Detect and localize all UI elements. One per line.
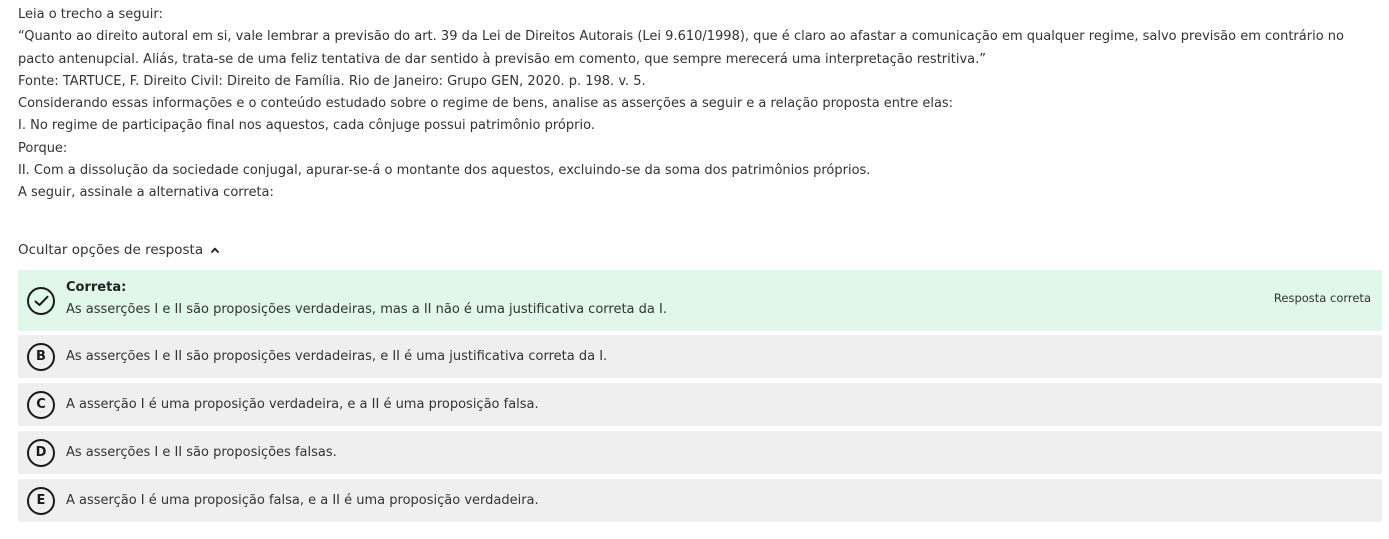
option-c-letter: C: [27, 391, 55, 419]
toggle-answer-options[interactable]: [18, 240, 219, 260]
option-e[interactable]: [18, 479, 1382, 522]
answer-options: [18, 270, 1382, 527]
option-b[interactable]: [18, 335, 1382, 378]
question-prompt: A seguir, assinale a alternativa correta:: [18, 185, 274, 201]
question-text: [18, 4, 1378, 205]
option-a[interactable]: [18, 270, 1382, 331]
option-d-text: As asserções I e II são proposições falsas.: [66, 444, 337, 460]
option-a-content: [66, 277, 667, 321]
option-a-text: As asserções I e II são proposições verdadeiras, mas a II não é uma justificativa correta da I.: [66, 302, 667, 317]
assertion-1: I. No regime de participação final nos aquestos, cada cônjuge possui patrimônio próprio.: [18, 118, 595, 134]
question-source: Fonte: TARTUCE, F. Direito Civil: Direito de Família. Rio de Janeiro: Grupo GEN, 2020. p. 198. v. 5.: [18, 73, 646, 89]
question-intro: Leia o trecho a seguir:: [18, 7, 163, 22]
option-e-text: A asserção I é uma proposição falsa, e a II é uma proposição verdadeira.: [66, 492, 539, 508]
porque-label: Porque:: [18, 140, 68, 156]
question-instruction: Considerando essas informações e o conteúdo estudado sobre o regime de bens, analise as asserções a seguir e a relação proposta entre elas:: [18, 96, 954, 112]
toggle-label: Ocultar opções de resposta: [18, 242, 204, 258]
option-b-letter: B: [27, 343, 55, 371]
question-quote: “Quanto ao direito autoral em si, vale lembrar a previsão do art. 39 da Lei de Direitos Autorais (Lei 9.610/1998), que é claro ao afastar a comunicação em qualquer regime, salvo previsão em contrário no pacto antenupcial. Aliás, trata-se de uma feliz tentativa de dar sentido à previsão em comento, que sempre merecerá uma interpretação restritiva.”: [18, 29, 1344, 67]
option-d[interactable]: [18, 431, 1382, 474]
option-b-text: As asserções I e II são proposições verdadeiras, e II é uma justificativa correta da I.: [66, 348, 608, 364]
option-a-title: Correta:: [66, 280, 127, 295]
chevron-up-icon: [211, 246, 219, 254]
option-e-letter: E: [27, 487, 55, 515]
option-c[interactable]: [18, 383, 1382, 426]
option-d-letter: D: [27, 439, 55, 467]
option-c-text: A asserção I é uma proposição verdadeira, e a II é uma proposição falsa.: [66, 396, 539, 412]
correct-answer-status: Resposta correta: [1273, 291, 1371, 305]
assertion-2: II. Com a dissolução da sociedade conjugal, apurar-se-á o montante dos aquestos, excluindo-se da soma dos patrimônios próprios.: [18, 163, 871, 179]
check-circle-icon: [27, 287, 55, 315]
